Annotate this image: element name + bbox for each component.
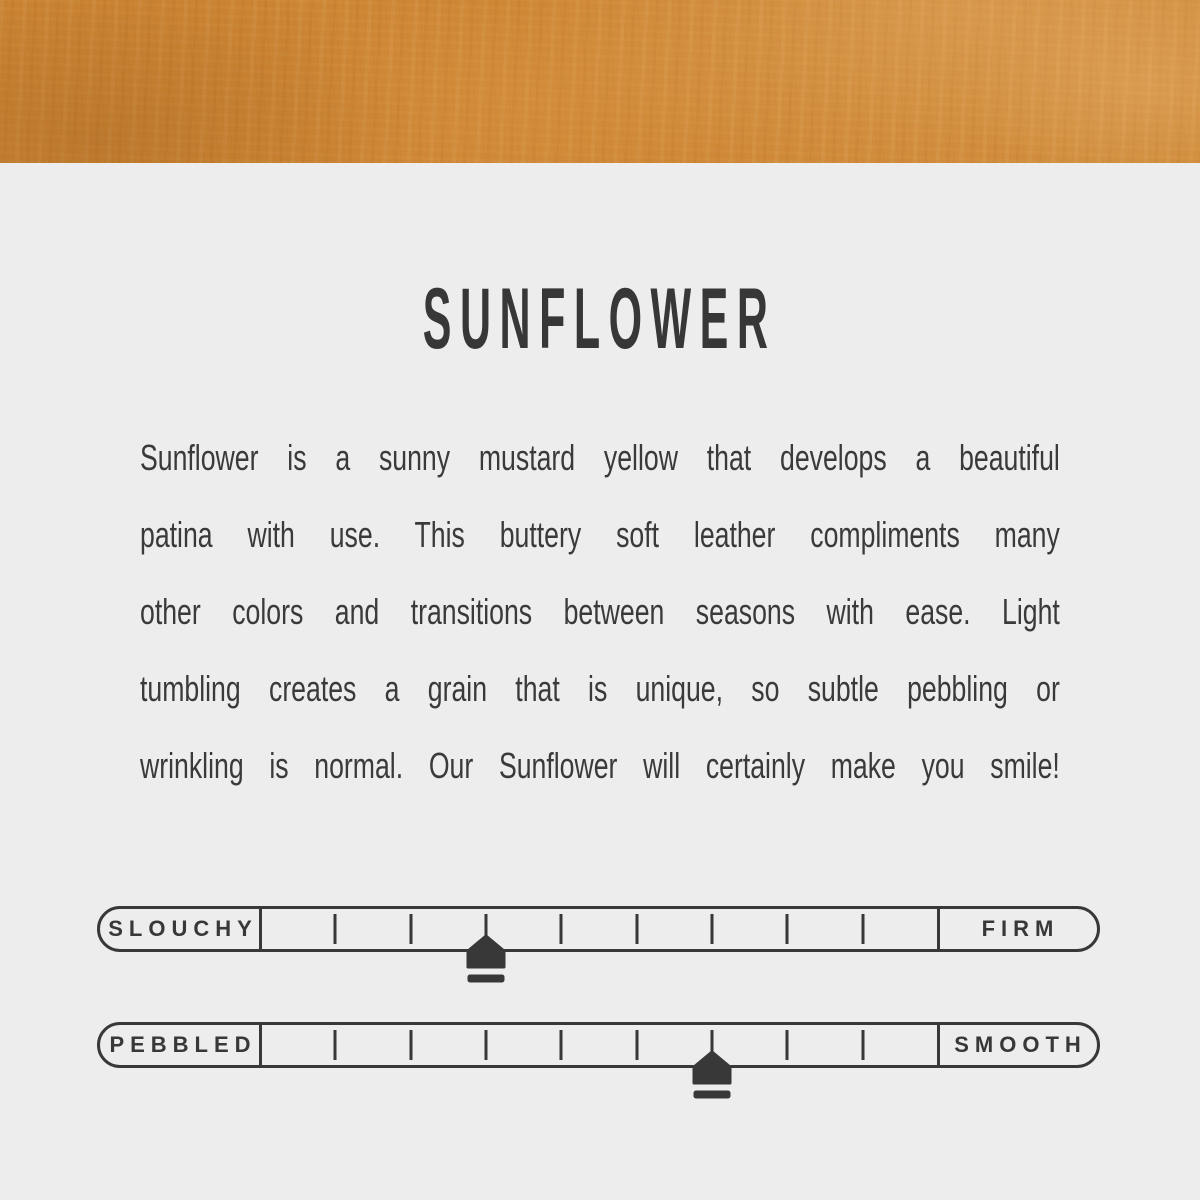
tick-mark	[635, 1030, 638, 1060]
scale-pebbled-smooth	[97, 1022, 1100, 1068]
slider-marker	[466, 934, 506, 984]
tick-mark	[560, 1030, 563, 1060]
scale-divider-left	[259, 1025, 262, 1065]
scale-left-label: PEBBLED	[109, 1032, 257, 1057]
page-title-text: SUNFLOWER	[423, 271, 777, 367]
tick-mark	[334, 1030, 337, 1060]
scale-right-label: FIRM	[981, 916, 1060, 941]
tick-mark	[711, 914, 714, 944]
tick-mark	[409, 1030, 412, 1060]
tick-mark	[786, 914, 789, 944]
description-line: tumbling creates a grain that is unique, so subtle pebbling or	[140, 668, 1060, 709]
description-line: patina with use. This buttery soft leather compliments many	[140, 514, 1060, 555]
scale-right-label: SMOOTH	[954, 1032, 1087, 1057]
slider-marker	[692, 1050, 732, 1100]
tick-mark	[635, 914, 638, 944]
tick-mark	[409, 914, 412, 944]
description-line: wrinkling is normal. Our Sunflower will certainly make you smile!	[140, 745, 1060, 786]
page-title	[0, 271, 1200, 367]
color-description	[140, 419, 1060, 804]
scale-slouchy-firm	[97, 906, 1100, 952]
tick-mark	[861, 914, 864, 944]
tick-mark	[334, 914, 337, 944]
tick-mark	[560, 914, 563, 944]
tick-mark	[786, 1030, 789, 1060]
description-line: Sunflower is a sunny mustard yellow that develops a beautiful	[140, 437, 1060, 478]
scale-divider-left	[259, 909, 262, 949]
tick-mark	[485, 1030, 488, 1060]
description-line: other colors and transitions between seasons with ease. Light	[140, 591, 1060, 632]
scale-left-label: SLOUCHY	[108, 916, 258, 941]
leather-swatch-image	[0, 0, 1200, 163]
tick-mark	[861, 1030, 864, 1060]
